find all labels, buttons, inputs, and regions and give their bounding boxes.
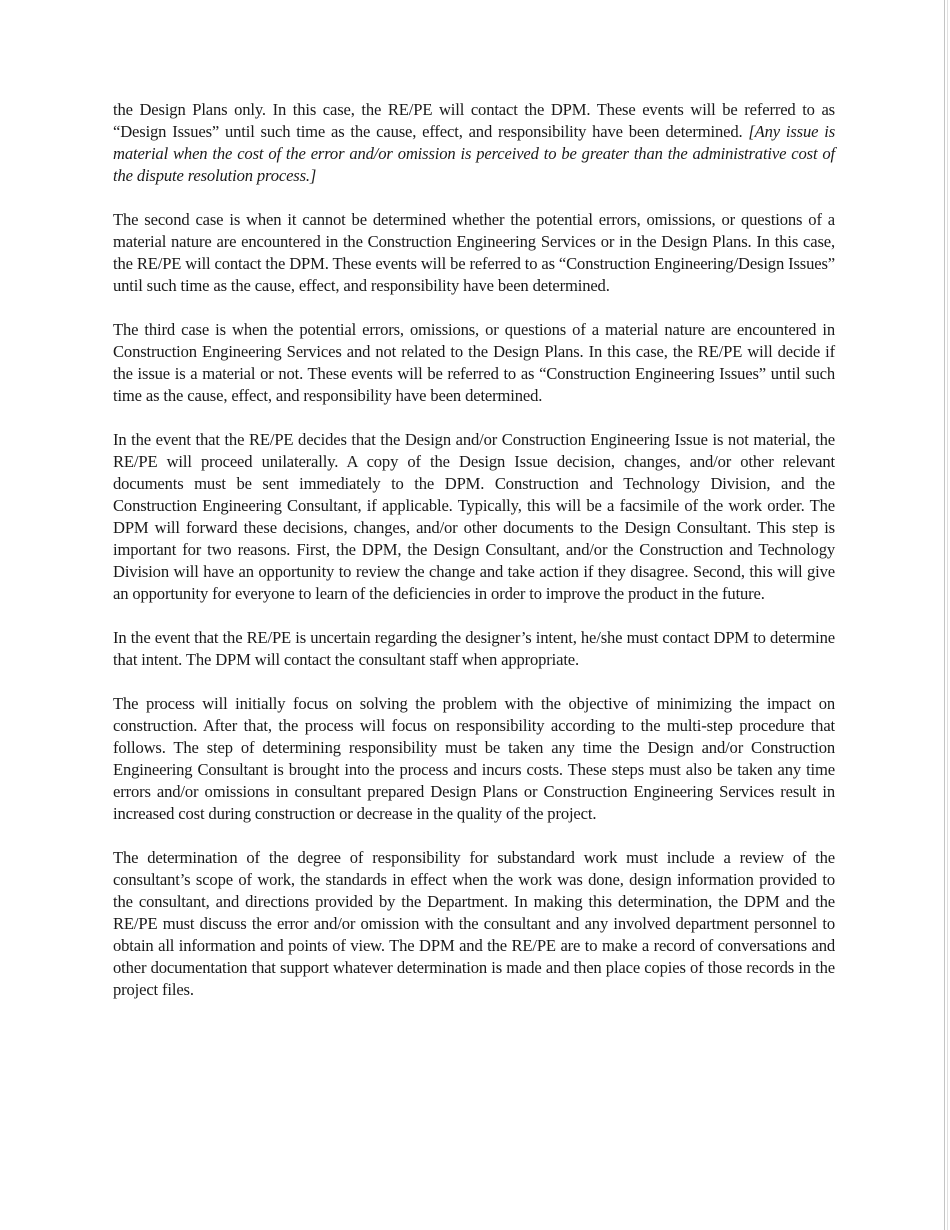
paragraph-italic-note: [Any issue is material when the cost of the error and/or omission is perceived to be greater than the administrative cost of the dispute resolution process.] (113, 122, 835, 185)
paragraph-text: The determination of the degree of responsibility for substandard work must include a review of the consultant’s scope of work, the standards in effect when the work was done, design information provided to the consultant, and directions provided by the Department. In making this determination, the DPM and the RE/PE must discuss the error and/or omission with the consultant and any involved department personnel to obtain all information and points of view. The DPM and the RE/PE are to make a record of conversations and other documentation that support whatever determination is made and then place copies of those records in the project files. (113, 848, 835, 999)
paragraph-third-case (113, 319, 835, 407)
paragraph-design-issues (113, 99, 835, 187)
paragraph-responsibility-determination (113, 847, 835, 1001)
page-edge-line-secondary (947, 0, 948, 1230)
paragraph-second-case (113, 209, 835, 297)
document-body (113, 99, 835, 1023)
paragraph-designer-intent (113, 627, 835, 671)
paragraph-text: the Design Plans only. In this case, the RE/PE will contact the DPM. These events will be referred to as “Design Issues” until such time as the cause, effect, and responsibility have been determined. (113, 100, 835, 141)
paragraph-text: The second case is when it cannot be determined whether the potential errors, omissions, or questions of a material nature are encountered in the Construction Engineering Services or in the Design Plans. In this case, the RE/PE will contact the DPM. These events will be referred to as “Construction Engineering/Design Issues” until such time as the cause, effect, and responsibility have been determined. (113, 210, 835, 295)
paragraph-not-material (113, 429, 835, 605)
paragraph-text: In the event that the RE/PE is uncertain regarding the designer’s intent, he/she must contact DPM to determine that intent. The DPM will contact the consultant staff when appropriate. (113, 628, 835, 669)
paragraph-text: The process will initially focus on solving the problem with the objective of minimizing the impact on construction. After that, the process will focus on responsibility according to the multi-step procedure that follows. The step of determining responsibility must be taken any time the Design and/or Construction Engineering Consultant is brought into the process and incurs costs. These steps must also be taken any time errors and/or omissions in consultant prepared Design Plans or Construction Engineering Services result in increased cost during construction or decrease in the quality of the project. (113, 694, 835, 823)
paragraph-text: The third case is when the potential errors, omissions, or questions of a material nature are encountered in Construction Engineering Services and not related to the Design Plans. In this case, the RE/PE will decide if the issue is a material or not. These events will be referred to as “Construction Engineering Issues” until such time as the cause, effect, and responsibility have been determined. (113, 320, 835, 405)
paragraph-process-focus (113, 693, 835, 825)
paragraph-text: In the event that the RE/PE decides that the Design and/or Construction Engineering Issue is not material, the RE/PE will proceed unilaterally. A copy of the Design Issue decision, changes, and/or other relevant documents must be sent immediately to the DPM. Construction and Technology Division, and the Construction Engineering Consultant, if applicable. Typically, this will be a facsimile of the work order. The DPM will forward these decisions, changes, and/or other documents to the Design Consultant. This step is important for two reasons. First, the DPM, the Design Consultant, and/or the Construction and Technology Division will have an opportunity to review the change and take action if they disagree. Second, this will give an opportunity for everyone to learn of the deficiencies in order to improve the product in the future. (113, 430, 835, 603)
page-edge-line (944, 0, 945, 1230)
